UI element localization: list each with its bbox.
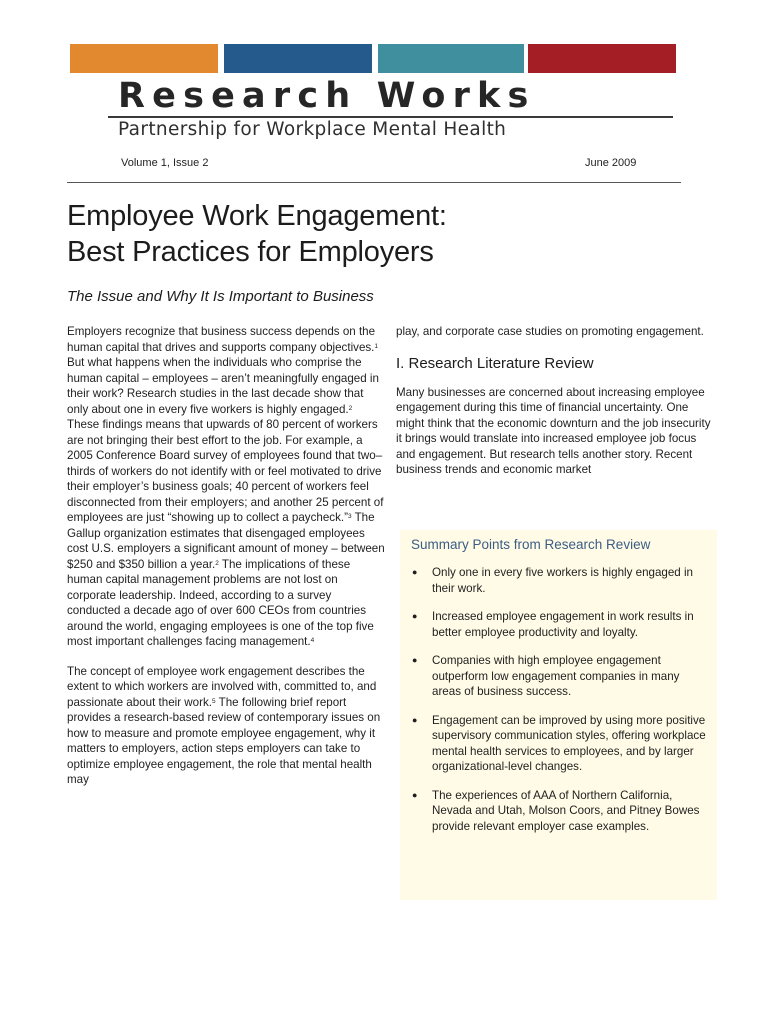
left-column [67, 324, 387, 788]
summary-item [400, 653, 717, 700]
footnote-marker: 4 [310, 637, 315, 644]
footnote-marker: 5 [212, 697, 216, 705]
bullet-icon: ● [412, 567, 418, 577]
summary-title: Summary Points from Research Review [411, 537, 651, 552]
footnote-marker: 1 [374, 342, 379, 350]
summary-item [400, 713, 717, 775]
bullet-icon: ● [412, 611, 418, 621]
bullet-icon: ● [412, 789, 418, 800]
section-heading: I. Research Literature Review [396, 354, 594, 372]
newsletter-subtitle: Partnership for Workplace Mental Health [118, 119, 507, 140]
body-paragraph: Employers recognize that business success depends on the human capital that drives and supports company objectives.$^1$ But what happens when the individuals who comprise the human capital – employees – aren’t meaningfully engaged in their work? Research studies in the last decade show that only about one in every five workers is highly engaged.$^2$ These findings means that upwards of 80 percent of workers are not bringing their best effort to the job. For example, a 2005 Conference Board survey of employees found that two–thirds of workers do not identify with or feel motivated to drive their employer’s business goals; 40 percent of workers feel disconnected from their employers; and another 25 percent of employees are just “showing up to collect a paycheck.”$^3$ The Gallup organization estimates that disengaged employees cost U.S. employers a significant amount of money – between $250 and $350 billion a year.$^2$ The implications of these human capital management problems are not lost on corporate leadership. Indeed, according to a survey conducted a decade ago of over 600 CEOs from countries around the world, engaging employees is one of the top five most important challenges facing management.$^4$ [67, 325, 385, 648]
body-paragraph: The concept of employee work engagement describes the extent to which workers are involved with, committed to, and passionate about their work.$^5$ The following brief report provides a research-based review of contemporary issues on how to measure and promote employee engagement, why it matters to employers, action steps employers can take to optimize employee engagement, the role that mental health may [67, 664, 381, 786]
footnote-marker: 2 [348, 404, 353, 412]
issue-date: June 2009 [585, 157, 637, 169]
summary-item-text: Companies with high employee engagement outperform low engagement companies in many areas of business success. [432, 654, 680, 698]
article-headline [67, 198, 707, 270]
article-subhead: The Issue and Why It Is Important to Business [67, 288, 374, 305]
headline-line-1: Employee Work Engagement: [67, 200, 447, 232]
masthead-bar-blue [224, 44, 372, 73]
bullet-icon: ● [412, 655, 418, 665]
masthead-bar-orange [70, 44, 218, 73]
summary-box [400, 530, 717, 900]
summary-item-text: Engagement can be improved by using more positive supervisory communication styles, offering workplace mental health services to employees, and by larger organizational-level changes. [432, 713, 706, 773]
summary-item [400, 609, 717, 640]
footnote-marker: 3 [347, 513, 352, 520]
footnote-marker: 2 [215, 559, 219, 567]
summary-list [400, 565, 717, 847]
headline-line-2: Best Practices for Employers [67, 236, 434, 268]
summary-item [400, 565, 717, 596]
summary-item-text: Increased employee engagement in work results in better employee productivity and loyalty. [432, 610, 694, 639]
newsletter-title: Research Works [118, 76, 536, 116]
body-paragraph: Many businesses are concerned about increasing employee engagement during this time of financial uncertainty. One might think that the economic downturn and the job insecurity it brings would translate into increased employee job focus and engagement. But research tells another story. Recent business trends and economic market [396, 385, 711, 476]
summary-item-text: Only one in every five workers is highly engaged in their work. [432, 566, 693, 595]
summary-item [400, 788, 717, 835]
issue-divider [67, 182, 681, 183]
continuation-paragraph: play, and corporate case studies on promoting engagement. [396, 325, 704, 338]
right-column [396, 324, 714, 478]
bullet-icon: ● [412, 714, 418, 725]
masthead-bar-teal [378, 44, 524, 73]
summary-item-text: The experiences of AAA of Northern California, Nevada and Utah, Molson Coors, and Pitney Bowes provide relevant employer case examples. [432, 788, 700, 833]
issue-volume: Volume 1, Issue 2 [121, 157, 209, 169]
masthead-bar-red [528, 44, 676, 73]
